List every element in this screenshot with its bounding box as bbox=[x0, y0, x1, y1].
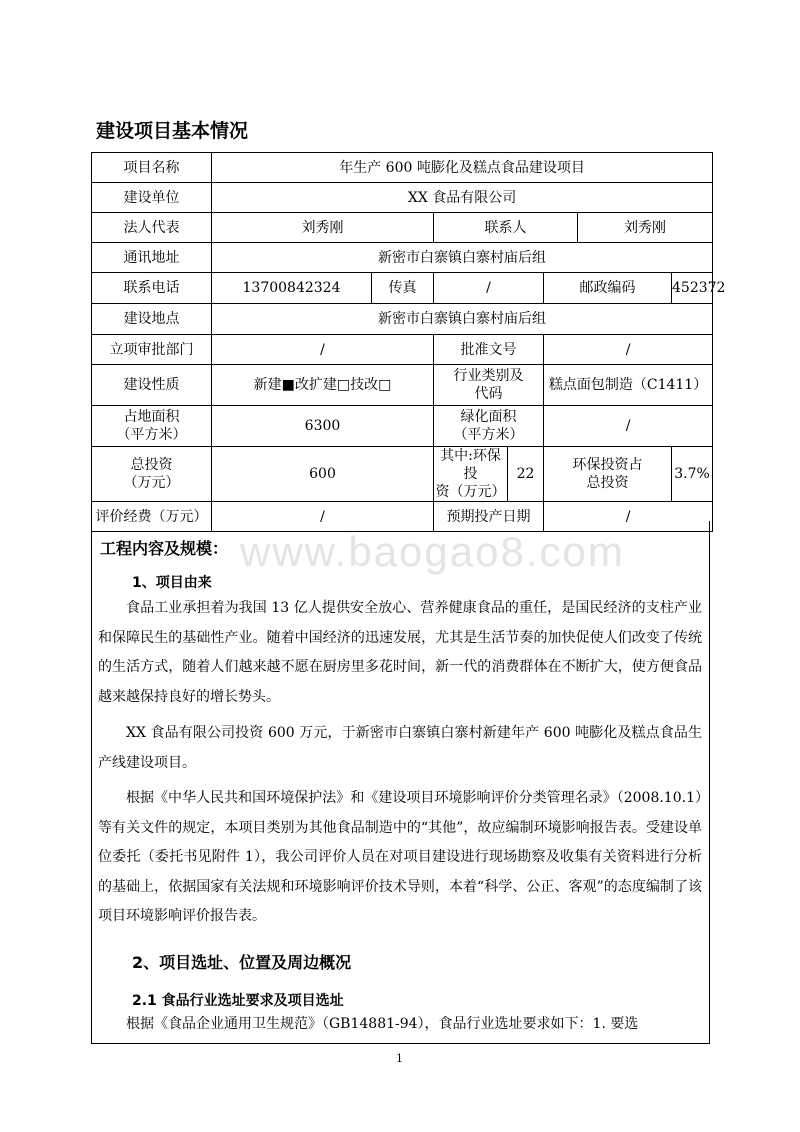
area-label-line2: （平方米） bbox=[116, 427, 187, 443]
env-ratio-value: 3.7% bbox=[672, 447, 713, 502]
row-project-name bbox=[92, 153, 713, 183]
contact-label: 联系人 bbox=[434, 213, 578, 243]
approval-doc-value: / bbox=[544, 335, 713, 365]
area-label-line1: 占地面积 bbox=[123, 409, 180, 425]
prod-date-label: 预期投产日期 bbox=[434, 502, 544, 532]
row-builder bbox=[92, 183, 713, 213]
row-phone bbox=[92, 273, 713, 304]
project-name-label: 项目名称 bbox=[92, 153, 212, 183]
invest-label bbox=[92, 447, 212, 502]
site-label: 建设地点 bbox=[92, 304, 212, 335]
green-value: / bbox=[544, 406, 713, 447]
industry-label-line2: 代码 bbox=[474, 386, 503, 402]
paragraph-3: 根据《中华人民共和国环境保护法》和《建设项目环境影响评价分类管理名录》（2008.10.1）等有关文件的规定，本项目类别为其他食品制造中的“其他”，故应编制环境影响报告表。受建设单位委托（委托书见附件 1），我公司评价人员在对项目建设进行现场勘察及收集有关资料进行分析的基础上，依据国家有关法规和环境影响评价技术导则，本着“科学、公正、客观”的态度编制了该项目环境影响评价报告表。 bbox=[98, 790, 702, 924]
builder-label: 建设单位 bbox=[92, 183, 212, 213]
nature-label: 建设性质 bbox=[92, 365, 212, 406]
paragraph-2: XX 食品有限公司投资 600 万元，于新密市白寨镇白寨村新建年产 600 吨膨化及糕点食品生产线建设项目。 bbox=[98, 725, 702, 771]
project-name-value: 年生产 600 吨膨化及糕点食品建设项目 bbox=[212, 153, 713, 183]
env-invest-label bbox=[434, 447, 508, 502]
area-label bbox=[92, 406, 212, 447]
paragraph-4: 根据《食品企业通用卫生规范》（GB14881-94），食品行业选址要求如下：1. 要选 bbox=[126, 1016, 639, 1032]
industry-label bbox=[434, 365, 544, 406]
green-label-line2: （平方米） bbox=[453, 427, 524, 443]
eval-fee-value: / bbox=[212, 502, 434, 532]
nature-value: 新建■改扩建□技改□ bbox=[212, 365, 434, 406]
row-approval bbox=[92, 335, 713, 365]
legal-rep-label: 法人代表 bbox=[92, 213, 212, 243]
env-ratio-label bbox=[544, 447, 672, 502]
builder-value: XX 食品有限公司 bbox=[212, 183, 713, 213]
row-investment bbox=[92, 447, 713, 502]
row-site bbox=[92, 304, 713, 335]
heading-site-requirements: 2.1 食品行业选址要求及项目选址 bbox=[132, 993, 344, 1009]
industry-label-line1: 行业类别及 bbox=[453, 368, 524, 384]
fax-label: 传真 bbox=[372, 273, 434, 304]
green-label-line1: 绿化面积 bbox=[460, 409, 517, 425]
watermark: www.baogao8.com bbox=[240, 528, 625, 575]
env-invest-label-line2: 资（万元） bbox=[435, 484, 506, 500]
legal-rep-value: 刘秀刚 bbox=[212, 213, 434, 243]
green-label bbox=[434, 406, 544, 447]
address-label: 通讯地址 bbox=[92, 243, 212, 273]
env-invest-label-line1: 其中:环保投 bbox=[440, 448, 501, 482]
postcode-value: 452372 bbox=[672, 273, 713, 304]
row-legal-rep bbox=[92, 213, 713, 243]
site-value: 新密市白寨镇白寨村庙后组 bbox=[212, 304, 713, 335]
invest-label-line2: （万元） bbox=[123, 475, 180, 491]
project-info-table bbox=[91, 152, 726, 532]
approval-dept-label: 立项审批部门 bbox=[92, 335, 212, 365]
approval-doc-label: 批准文号 bbox=[434, 335, 544, 365]
row-nature bbox=[92, 365, 713, 406]
heading-site-location: 2、项目选址、位置及周边概况 bbox=[132, 953, 352, 972]
env-invest-value: 22 bbox=[508, 447, 544, 502]
area-value: 6300 bbox=[212, 406, 434, 447]
industry-value: 糕点面包制造（C1411） bbox=[544, 365, 713, 406]
row-address bbox=[92, 243, 713, 273]
address-value: 新密市白寨镇白寨村庙后组 bbox=[212, 243, 713, 273]
fax-value: / bbox=[434, 273, 544, 304]
postcode-label: 邮政编码 bbox=[544, 273, 672, 304]
phone-label: 联系电话 bbox=[92, 273, 212, 304]
invest-value: 600 bbox=[212, 447, 434, 502]
paragraph-1: 食品工业承担着为我国 13 亿人提供安全放心、营养健康食品的重任，是国民经济的支柱产业和保障民生的基础性产业。随着中国经济的迅速发展，尤其是生活节奏的加快促使人们改变了传统的生活方式，随着人们越来越不愿在厨房里多花时间，新一代的消费群体在不断扩大，使方便食品越来越保持良好的增长势头。 bbox=[98, 600, 702, 705]
env-ratio-label-line1: 环保投资占 bbox=[572, 457, 643, 473]
env-ratio-label-line2: 总投资 bbox=[586, 475, 629, 491]
page-title: 建设项目基本情况 bbox=[96, 120, 249, 142]
page-number: 1 bbox=[396, 1052, 403, 1065]
eval-fee-label: 评价经费（万元） bbox=[92, 502, 212, 532]
prod-date-value: / bbox=[544, 502, 713, 532]
row-area bbox=[92, 406, 713, 447]
heading-project-origin: 1、项目由来 bbox=[132, 575, 212, 591]
invest-label-line1: 总投资 bbox=[130, 457, 173, 473]
approval-dept-value: / bbox=[212, 335, 434, 365]
contact-value: 刘秀刚 bbox=[578, 213, 713, 243]
phone-value: 13700842324 bbox=[212, 273, 372, 304]
section-title: 工程内容及规模： bbox=[100, 539, 229, 558]
